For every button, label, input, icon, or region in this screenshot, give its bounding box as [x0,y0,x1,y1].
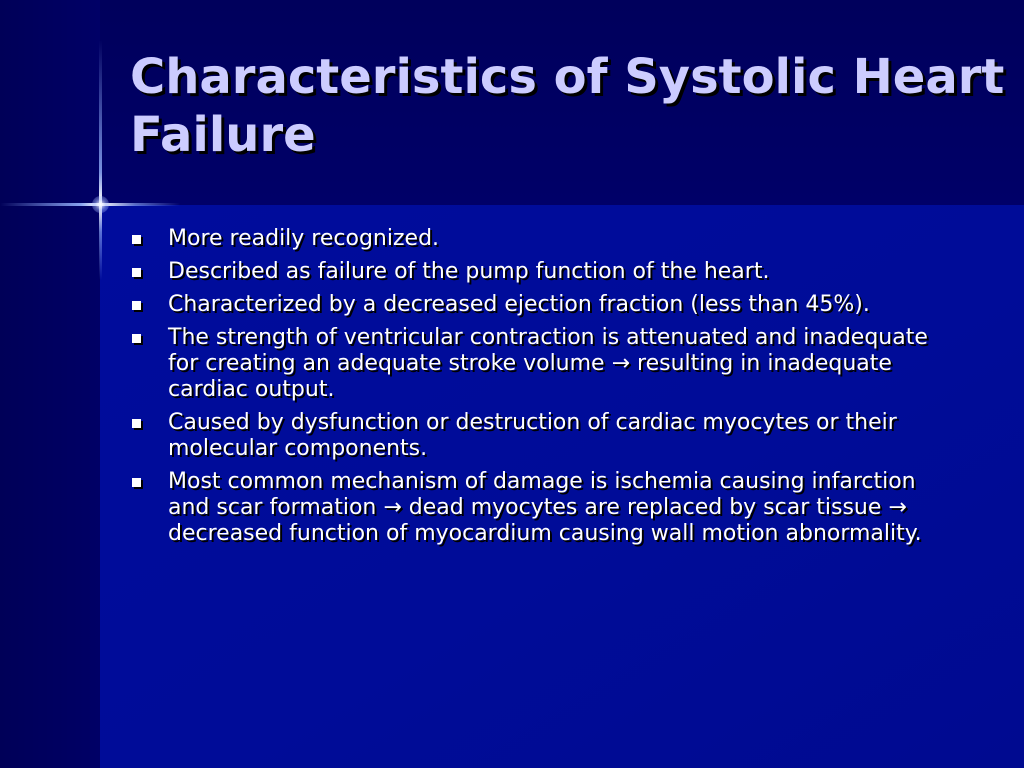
square-bullet-icon [132,334,141,343]
bullet-text: Caused by dysfunction or destruction of cardiac myocytes or their molecular components. [168,410,897,461]
bullet-text: Most common mechanism of damage is ischemia causing infarction and scar formation → dead myocytes are replaced by scar tissue → decreased function of myocardium causing wall motion abnormality. [168,469,922,546]
square-bullet-icon [132,301,141,310]
list-item [130,226,950,252]
bullet-text: Described as failure of the pump function of the heart. [168,259,770,284]
slide-title: Characteristics of Systolic Heart Failure [130,49,1005,163]
light-flare-horizontal [0,203,180,206]
list-item [130,410,950,462]
light-flare-icon [92,196,109,213]
list-item [130,469,950,547]
left-band [0,0,100,768]
list-item [130,325,950,403]
square-bullet-icon [132,419,141,428]
list-item [130,259,950,285]
bullet-text: Characterized by a decreased ejection fraction (less than 45%). [168,292,870,317]
square-bullet-icon [132,268,141,277]
bullet-text: The strength of ventricular contraction is attenuated and inadequate for creating an adequate stroke volume → resulting in inadequate cardiac output. [168,325,928,402]
square-bullet-icon [132,235,141,244]
light-flare-vertical [99,40,102,280]
bullet-list [130,226,950,554]
list-item [130,292,950,318]
bullet-text: More readily recognized. [168,226,440,251]
square-bullet-icon [132,478,141,487]
